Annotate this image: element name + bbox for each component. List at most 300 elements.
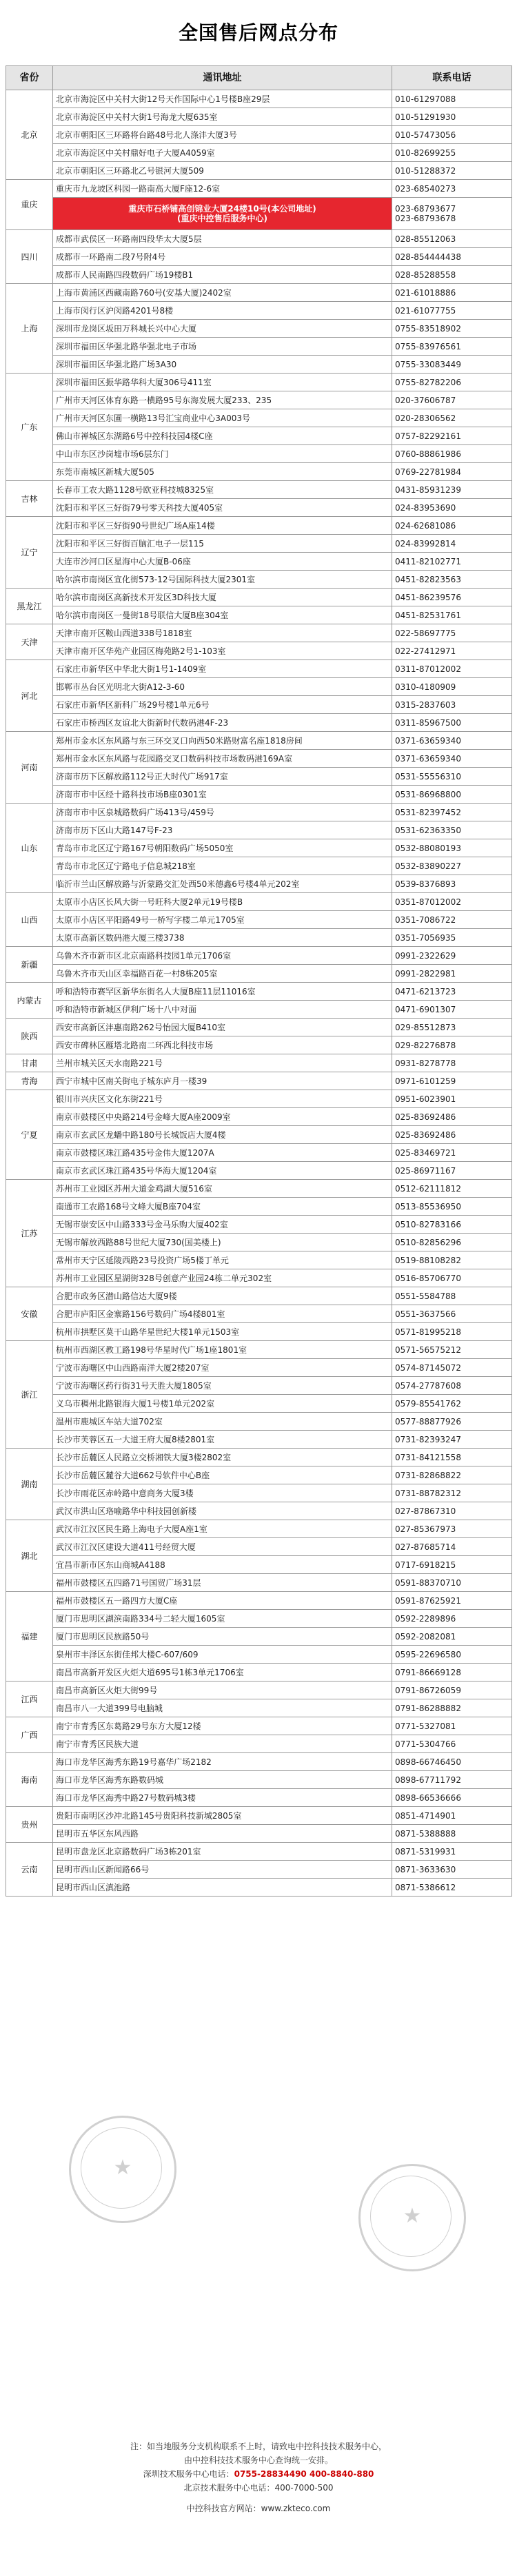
- address-cell: 上海市黄浦区西藏南路760号(安基大厦)2402室: [53, 284, 392, 302]
- address-cell: 杭州市西湖区教工路198号华星时代广场1座1801室: [53, 1341, 392, 1359]
- address-cell: 东莞市南城区新城大厦505: [53, 463, 392, 481]
- table-row: [6, 1431, 512, 1449]
- address-cell: 呼和浩特市赛罕区新华东街名人大厦B座11层11016室: [53, 983, 392, 1001]
- phone-cell: 025-83692486: [392, 1126, 512, 1144]
- table-row: [6, 1735, 512, 1753]
- table-row: [6, 180, 512, 198]
- table-row: [6, 983, 512, 1001]
- phone-cell: 0931-8278778: [392, 1054, 512, 1072]
- phone-cell: 0871-5386612: [392, 1879, 512, 1897]
- address-cell: 昆明市西山区新闻路66号: [53, 1861, 392, 1879]
- highlight-address-line: 重庆市石桥铺高创锦业大厦24楼10号(本公司地址): [128, 204, 316, 214]
- phone-cell: 0510-82856296: [392, 1234, 512, 1251]
- table-row: [6, 1449, 512, 1466]
- phone-cell: 0519-88108282: [392, 1251, 512, 1269]
- address-cell: 北京市海淀区中关村鼎好电子大厦A4059室: [53, 144, 392, 162]
- table-row: [6, 553, 512, 571]
- address-cell: 佛山市禅城区东湖路6号中控科技园4楼C座: [53, 427, 392, 445]
- table-row: [6, 409, 512, 427]
- table-row: [6, 875, 512, 893]
- table-row: [6, 266, 512, 284]
- table-row: [6, 1287, 512, 1305]
- address-cell: 石家庄市新华区新科广场29号楼1单元6号: [53, 696, 392, 714]
- table-row: [6, 517, 512, 535]
- phone-cell: 0791-86669128: [392, 1664, 512, 1681]
- table-row: [6, 1341, 512, 1359]
- phone-cell: 021-61018886: [392, 284, 512, 302]
- table-row: [6, 535, 512, 553]
- address-cell: 厦门市思明区民族路50号: [53, 1628, 392, 1646]
- table-row: [6, 302, 512, 320]
- table-row: [6, 1717, 512, 1735]
- address-cell: 南昌市高新区火炬大街99号: [53, 1681, 392, 1699]
- province-cell: 北京: [6, 90, 53, 180]
- table-row: [6, 126, 512, 144]
- table-row: [6, 1359, 512, 1377]
- address-cell: 临沂市兰山区解放路与沂蒙路交汇处西50米德鑫6号楼4单元202室: [53, 875, 392, 893]
- table-row: [6, 1628, 512, 1646]
- address-cell: 昆明市五华区东风西路: [53, 1825, 392, 1843]
- phone-cell: 0991-2822981: [392, 965, 512, 983]
- page-title: 全国售后网点分布: [178, 21, 338, 44]
- faint-seal-stamp: ★: [69, 2116, 176, 2223]
- province-cell: 福建: [6, 1592, 53, 1681]
- phone-cell: 0351-7056935: [392, 929, 512, 947]
- phone-cell: 029-85512873: [392, 1019, 512, 1036]
- phone-cell: 0571-81995218: [392, 1323, 512, 1341]
- phone-cell: 0311-87012002: [392, 660, 512, 678]
- phone-cell: 010-61297088: [392, 90, 512, 108]
- province-cell: 贵州: [6, 1807, 53, 1843]
- phone-cell: 020-28306562: [392, 409, 512, 427]
- table-row: [6, 1054, 512, 1072]
- table-row: [6, 1771, 512, 1789]
- phone-cell: 0731-88782312: [392, 1484, 512, 1502]
- phone-cell: 0471-6213723: [392, 983, 512, 1001]
- table-row: [6, 1269, 512, 1287]
- phone-cell: 0431-85931239: [392, 481, 512, 499]
- phone-cell: 0760-88861986: [392, 445, 512, 463]
- address-cell: 无锡市崇安区中山路333号金马乐购大厦402室: [53, 1216, 392, 1234]
- address-cell: 中山市东区沙岗墟市场6层东门: [53, 445, 392, 463]
- phone-cell: 0791-86288882: [392, 1699, 512, 1717]
- table-row: [6, 839, 512, 857]
- phone-cell: 0791-86726059: [392, 1681, 512, 1699]
- header-phone: 联系电话: [392, 66, 512, 90]
- address-cell: 长春市工农大路1128号欧亚科技城8325室: [53, 481, 392, 499]
- phone-cell: 0717-6918215: [392, 1556, 512, 1574]
- province-cell: 甘肃: [6, 1054, 53, 1072]
- table-row: [6, 1789, 512, 1807]
- footer: [0, 2440, 517, 2515]
- footer-website[interactable]: 中控科技官方网站：www.zkteco.com: [186, 2504, 331, 2513]
- phone-cell: 0411-82102771: [392, 553, 512, 571]
- address-cell: 呼和浩特市新城区伊利广场十八中对面: [53, 1001, 392, 1019]
- phone-cell: 025-83692486: [392, 1108, 512, 1126]
- phone-cell: 0531-55556310: [392, 768, 512, 786]
- phone-cell: 0311-85967500: [392, 714, 512, 732]
- footer-line3-highlight: 0755-28834490 400-8840-880: [234, 2469, 374, 2479]
- table-row: [6, 1090, 512, 1108]
- phone-cell: 0591-87625921: [392, 1592, 512, 1610]
- province-cell: 海南: [6, 1753, 53, 1807]
- address-cell: 天津市南开区鞍山西道338号1818室: [53, 624, 392, 642]
- province-cell: 新疆: [6, 947, 53, 983]
- table-row: [6, 1484, 512, 1502]
- table-row: [6, 108, 512, 126]
- footer-line3-prefix: 深圳技术服务中心电话：: [143, 2469, 234, 2479]
- table-row: [6, 1520, 512, 1538]
- address-cell: 厦门市思明区湖滨南路334号二轻大厦1605室: [53, 1610, 392, 1628]
- table-row: [6, 1592, 512, 1610]
- address-cell: 沈阳市和平区三好街79号零天科技大厦405室: [53, 499, 392, 517]
- highlight-phone-line: 023-68793678: [395, 214, 456, 223]
- table-header-row: [6, 66, 512, 90]
- address-cell: 泉州市丰泽区东街佳邦大楼C-607/609: [53, 1646, 392, 1664]
- address-cell: 深圳市福田区振华路华科大厦306号411室: [53, 374, 392, 391]
- province-cell: 内蒙古: [6, 983, 53, 1019]
- province-cell: 上海: [6, 284, 53, 374]
- address-cell: 青岛市市北区辽宁路电子信息城218室: [53, 857, 392, 875]
- phone-cell: 0551-5584788: [392, 1287, 512, 1305]
- address-cell: 石家庄市桥西区友谊北大街新时代数码港4F-23: [53, 714, 392, 732]
- phone-cell: 0574-87145072: [392, 1359, 512, 1377]
- table-row: [6, 857, 512, 875]
- address-cell: 海口市龙华区海秀东路19号嘉华广场2182: [53, 1753, 392, 1771]
- phone-cell: 010-82699255: [392, 144, 512, 162]
- table-row: [6, 1216, 512, 1234]
- table-row: [6, 1162, 512, 1180]
- phone-cell: 0755-33083449: [392, 356, 512, 374]
- province-cell: 江苏: [6, 1180, 53, 1287]
- table-row: [6, 230, 512, 248]
- phone-cell: 0971-6101259: [392, 1072, 512, 1090]
- table-row: [6, 1395, 512, 1413]
- phone-cell: 0532-88080193: [392, 839, 512, 857]
- address-cell: 贵阳市南明区沙冲北路145号贵阳科技新城2805室: [53, 1807, 392, 1825]
- phone-cell: 022-27412971: [392, 642, 512, 660]
- table-row: [6, 1646, 512, 1664]
- table-row: [6, 1753, 512, 1771]
- phone-cell: 0771-5304766: [392, 1735, 512, 1753]
- table-row: [6, 248, 512, 266]
- phone-cell: 027-87867310: [392, 1502, 512, 1520]
- table-row: [6, 144, 512, 162]
- province-cell: 四川: [6, 230, 53, 284]
- table-row: [6, 198, 512, 230]
- phone-cell: 0551-3637566: [392, 1305, 512, 1323]
- phone-cell: 0371-63659340: [392, 732, 512, 750]
- phone-cell: 025-83469721: [392, 1144, 512, 1162]
- table-row: [6, 1574, 512, 1592]
- phone-cell: 010-51291930: [392, 108, 512, 126]
- address-cell: 南通市工农路168号文峰大厦B座704室: [53, 1198, 392, 1216]
- address-cell: 常州市天宁区延陵西路23号投资广场5楼丁单元: [53, 1251, 392, 1269]
- footer-note: 注：如当地服务分支机构联系不上时，请致电中控科技技术服务中心，: [130, 2442, 387, 2451]
- phone-cell: 0451-82823563: [392, 571, 512, 589]
- phone-cell: 0351-7086722: [392, 911, 512, 929]
- phone-cell: 0951-6023901: [392, 1090, 512, 1108]
- phone-cell: [392, 198, 512, 230]
- phone-cell: 028-854444438: [392, 248, 512, 266]
- table-row: [6, 1072, 512, 1090]
- table-row: [6, 911, 512, 929]
- service-network-table: [6, 65, 512, 1897]
- address-cell: 合肥市政务区潜山路信达大厦9楼: [53, 1287, 392, 1305]
- phone-cell: 022-58697775: [392, 624, 512, 642]
- address-cell: 北京市朝阳区三环路将台路48号北人涤沣大厦3号: [53, 126, 392, 144]
- address-cell: 沈阳市和平区三好街百脑汇电子一层115: [53, 535, 392, 553]
- table-row: [6, 320, 512, 338]
- phone-cell: 0471-6901307: [392, 1001, 512, 1019]
- address-cell: 乌鲁木齐市新市区北京南路科技园1单元1706室: [53, 947, 392, 965]
- address-cell: 天津市南开区华苑产业园区梅苑路2号1-103室: [53, 642, 392, 660]
- phone-cell: 0898-67711792: [392, 1771, 512, 1789]
- table-row: [6, 714, 512, 732]
- table-row: [6, 1180, 512, 1198]
- address-cell: 西安市高新区沣惠南路262号怡园大厦B410室: [53, 1019, 392, 1036]
- address-cell: 温州市鹿城区车站大道702室: [53, 1413, 392, 1431]
- table-row: [6, 804, 512, 821]
- province-cell: 山西: [6, 893, 53, 947]
- table-row: [6, 1825, 512, 1843]
- address-cell: 昆明市盘龙区北京路数码广场3栋201室: [53, 1843, 392, 1861]
- province-cell: 青海: [6, 1072, 53, 1090]
- phone-cell: 028-85512063: [392, 230, 512, 248]
- phone-cell: 024-62681086: [392, 517, 512, 535]
- address-cell: 宜昌市新市区东山商城A4188: [53, 1556, 392, 1574]
- table-row: [6, 481, 512, 499]
- address-cell: 深圳市福田区华强北路广场3A30: [53, 356, 392, 374]
- address-cell: 哈尔滨市南岗区宣化街573-12号国际科技大厦2301室: [53, 571, 392, 589]
- phone-cell: 027-85367973: [392, 1520, 512, 1538]
- address-cell: 南昌市八一大道399号电脑城: [53, 1699, 392, 1717]
- address-cell: 济南市历下区山大路147号F-23: [53, 821, 392, 839]
- table-row: [6, 660, 512, 678]
- table-row: [6, 1144, 512, 1162]
- province-cell: 安徽: [6, 1287, 53, 1341]
- province-cell: 宁夏: [6, 1090, 53, 1180]
- address-cell: 福州市鼓楼区五一路四方大厦C座: [53, 1592, 392, 1610]
- table-row: [6, 786, 512, 804]
- table-row: [6, 1036, 512, 1054]
- province-cell: 广西: [6, 1717, 53, 1753]
- table-row: [6, 1323, 512, 1341]
- address-cell: 南京市玄武区珠江路435号华海大厦1204室: [53, 1162, 392, 1180]
- address-cell: 长沙市岳麓区麓谷大道662号软件中心B座: [53, 1466, 392, 1484]
- province-cell: 广东: [6, 374, 53, 481]
- phone-cell: 028-85288558: [392, 266, 512, 284]
- address-cell: 南京市玄武区龙蟠中路180号长城饭店大厦4楼: [53, 1126, 392, 1144]
- table-row: [6, 1538, 512, 1556]
- address-cell: 大连市沙河口区星海中心大厦B-06座: [53, 553, 392, 571]
- address-cell: 北京市海淀区中关村大街1号海龙大厦635室: [53, 108, 392, 126]
- phone-cell: 0757-82292161: [392, 427, 512, 445]
- province-cell: 河北: [6, 660, 53, 732]
- footer-line4: 北京技术服务中心电话：400-7000-500: [183, 2483, 334, 2493]
- table-row: [6, 284, 512, 302]
- address-cell: 宁波市海曙区中山西路南洋大厦2楼207室: [53, 1359, 392, 1377]
- address-cell: 郑州市金水区东风路与东三环交叉口向西50米路财富名座1818房间: [53, 732, 392, 750]
- address-cell: 南宁市青秀区民族大道: [53, 1735, 392, 1753]
- phone-cell: 0310-4180909: [392, 678, 512, 696]
- highlight-phone-line: 023-68793677: [395, 204, 456, 214]
- table-row: [6, 162, 512, 180]
- province-cell: 山东: [6, 804, 53, 893]
- province-cell: 黑龙江: [6, 589, 53, 624]
- table-row: [6, 338, 512, 356]
- table-row: [6, 499, 512, 517]
- address-cell: 青岛市市北区辽宁路167号朝阳数码广场5050室: [53, 839, 392, 857]
- address-cell: 邯郸市丛台区光明北大街A12-3-60: [53, 678, 392, 696]
- table-row: [6, 1126, 512, 1144]
- table-row: [6, 1251, 512, 1269]
- phone-cell: 0871-5388888: [392, 1825, 512, 1843]
- table-row: [6, 929, 512, 947]
- table-row: [6, 606, 512, 624]
- phone-cell: 0771-5327081: [392, 1717, 512, 1735]
- address-cell: 南昌市高新开发区火炬大道695号1栋3单元1706室: [53, 1664, 392, 1681]
- table-row: [6, 1305, 512, 1323]
- table-row: [6, 1861, 512, 1879]
- address-cell: 长沙市芙蓉区五一大道王府大厦8楼2801室: [53, 1431, 392, 1449]
- address-cell: 哈尔滨市南岗区高新技术开发区3D科技大厦: [53, 589, 392, 606]
- address-cell: 北京市海淀区中关村大街12号天作国际中心1号楼B座29层: [53, 90, 392, 108]
- footer-line3: [0, 2467, 517, 2481]
- phone-cell: 0513-85536950: [392, 1198, 512, 1216]
- address-cell: 武汉市洪山区珞喻路华中科技园创新楼: [53, 1502, 392, 1520]
- phone-cell: 0315-2837603: [392, 696, 512, 714]
- address-cell: 广州市天河区东圃一横路13号汇宝商业中心3A003号: [53, 409, 392, 427]
- phone-cell: 0371-63659340: [392, 750, 512, 768]
- phone-cell: 0898-66536666: [392, 1789, 512, 1807]
- phone-cell: 025-86971167: [392, 1162, 512, 1180]
- address-cell: 深圳市福田区华强北路华强北电子市场: [53, 338, 392, 356]
- address-cell: 哈尔滨市南岗区一曼街18号联信大厦B座304室: [53, 606, 392, 624]
- province-cell: 重庆: [6, 180, 53, 230]
- table-row: [6, 1681, 512, 1699]
- province-cell: 天津: [6, 624, 53, 660]
- phone-cell: 0898-66746450: [392, 1753, 512, 1771]
- table-row: [6, 1610, 512, 1628]
- province-cell: 辽宁: [6, 517, 53, 589]
- table-row: [6, 750, 512, 768]
- address-cell: 成都市武侯区一环路南四段华太大厦5层: [53, 230, 392, 248]
- phone-cell: 0591-88370710: [392, 1574, 512, 1592]
- address-cell: 成都市人民南路四段数码广场19楼B1: [53, 266, 392, 284]
- address-cell: 乌鲁木齐市天山区幸福路百花一村8栋205室: [53, 965, 392, 983]
- phone-cell: 024-83992814: [392, 535, 512, 553]
- phone-cell: 0574-27787608: [392, 1377, 512, 1395]
- phone-cell: 0595-22696580: [392, 1646, 512, 1664]
- phone-cell: 0851-4714901: [392, 1807, 512, 1825]
- phone-cell: 0531-62363350: [392, 821, 512, 839]
- table-row: [6, 1502, 512, 1520]
- phone-cell: 0451-86239576: [392, 589, 512, 606]
- address-cell: 无锡市解放西路88号世纪大厦730(国美楼上): [53, 1234, 392, 1251]
- table-row: [6, 463, 512, 481]
- header-address: 通讯地址: [53, 66, 392, 90]
- footer-line2: 由中控科技技术服务中心查询统一安排。: [183, 2455, 333, 2465]
- address-cell: 太原市小店区平阳路49号一桥写字楼二单元1705室: [53, 911, 392, 929]
- table-row: [6, 642, 512, 660]
- phone-cell: 0512-62111812: [392, 1180, 512, 1198]
- address-cell: 沈阳市和平区三好街90号世纪广场A座14楼: [53, 517, 392, 535]
- address-cell: 兰州市城关区天水南路221号: [53, 1054, 392, 1072]
- address-cell: 武汉市江汉区建设大道411号经贸大厦: [53, 1538, 392, 1556]
- table-row: [6, 1019, 512, 1036]
- address-cell: 海口市龙华区海秀中路27号数码城3楼: [53, 1789, 392, 1807]
- table-row: [6, 696, 512, 714]
- province-cell: 浙江: [6, 1341, 53, 1449]
- phone-cell: 0871-5319931: [392, 1843, 512, 1861]
- phone-cell: 0351-87012002: [392, 893, 512, 911]
- table-row: [6, 1556, 512, 1574]
- table-row: [6, 1807, 512, 1825]
- table-row: [6, 947, 512, 965]
- table-row: [6, 571, 512, 589]
- address-cell: 西宁市城中区南关街电子城东庐月一楼39: [53, 1072, 392, 1090]
- table-row: [6, 732, 512, 750]
- address-cell: 郑州市金水区东风路与花园路交叉口数码科技市场数码港169A室: [53, 750, 392, 768]
- phone-cell: 010-51288372: [392, 162, 512, 180]
- phone-cell: 0769-22781984: [392, 463, 512, 481]
- address-cell: 海口市龙华区海秀东路数码城: [53, 1771, 392, 1789]
- table-row: [6, 768, 512, 786]
- phone-cell: 0871-3633630: [392, 1861, 512, 1879]
- phone-cell: 029-82276878: [392, 1036, 512, 1054]
- province-cell: 湖北: [6, 1520, 53, 1592]
- table-row: [6, 1234, 512, 1251]
- phone-cell: 020-37606787: [392, 391, 512, 409]
- table-row: [6, 821, 512, 839]
- phone-cell: 024-83953690: [392, 499, 512, 517]
- phone-cell: 0592-2289896: [392, 1610, 512, 1628]
- address-cell: 太原市高新区数码港大厦三楼3738: [53, 929, 392, 947]
- address-cell: 银川市兴庆区文化东街221号: [53, 1090, 392, 1108]
- address-cell: 长沙市雨花区赤岭路中意商务大厦3楼: [53, 1484, 392, 1502]
- address-cell: 武汉市江汉区民生路上海电子大厦A座1室: [53, 1520, 392, 1538]
- phone-cell: 0532-83890227: [392, 857, 512, 875]
- phone-cell: 0510-82783166: [392, 1216, 512, 1234]
- highlight-address-line: (重庆中控售后服务中心): [177, 214, 267, 223]
- phone-cell: 0755-83976561: [392, 338, 512, 356]
- phone-cell: 0592-2082081: [392, 1628, 512, 1646]
- province-cell: 陕西: [6, 1019, 53, 1054]
- address-cell: [53, 198, 392, 230]
- address-cell: 南宁市青秀区东葛路29号东方大厦12楼: [53, 1717, 392, 1735]
- address-cell: 上海市闵行区沪闵路4201号8楼: [53, 302, 392, 320]
- phone-cell: 0571-56575212: [392, 1341, 512, 1359]
- table-row: [6, 1413, 512, 1431]
- address-cell: 杭州市拱墅区莫干山路华星世纪大楼1单元1503室: [53, 1323, 392, 1341]
- address-cell: 苏州市工业园区星湖街328号创意产业园24栋二单元302室: [53, 1269, 392, 1287]
- address-cell: 北京市朝阳区三环路北乙号银河大厦509: [53, 162, 392, 180]
- phone-cell: 0991-2322629: [392, 947, 512, 965]
- address-cell: 济南市历下区解放路112号正大时代广场917室: [53, 768, 392, 786]
- address-cell: 昆明市西山区滇池路: [53, 1879, 392, 1897]
- phone-cell: 0731-82868822: [392, 1466, 512, 1484]
- header-province: 省份: [6, 66, 53, 90]
- address-cell: 重庆市九龙坡区科园一路南高大厦F座12-6室: [53, 180, 392, 198]
- phone-cell: 0755-83518902: [392, 320, 512, 338]
- table-row: [6, 391, 512, 409]
- phone-cell: 0755-82782206: [392, 374, 512, 391]
- address-cell: 苏州市工业园区苏州大道金鸡湖大厦516室: [53, 1180, 392, 1198]
- table-row: [6, 678, 512, 696]
- table-row: [6, 1664, 512, 1681]
- table-row: [6, 1377, 512, 1395]
